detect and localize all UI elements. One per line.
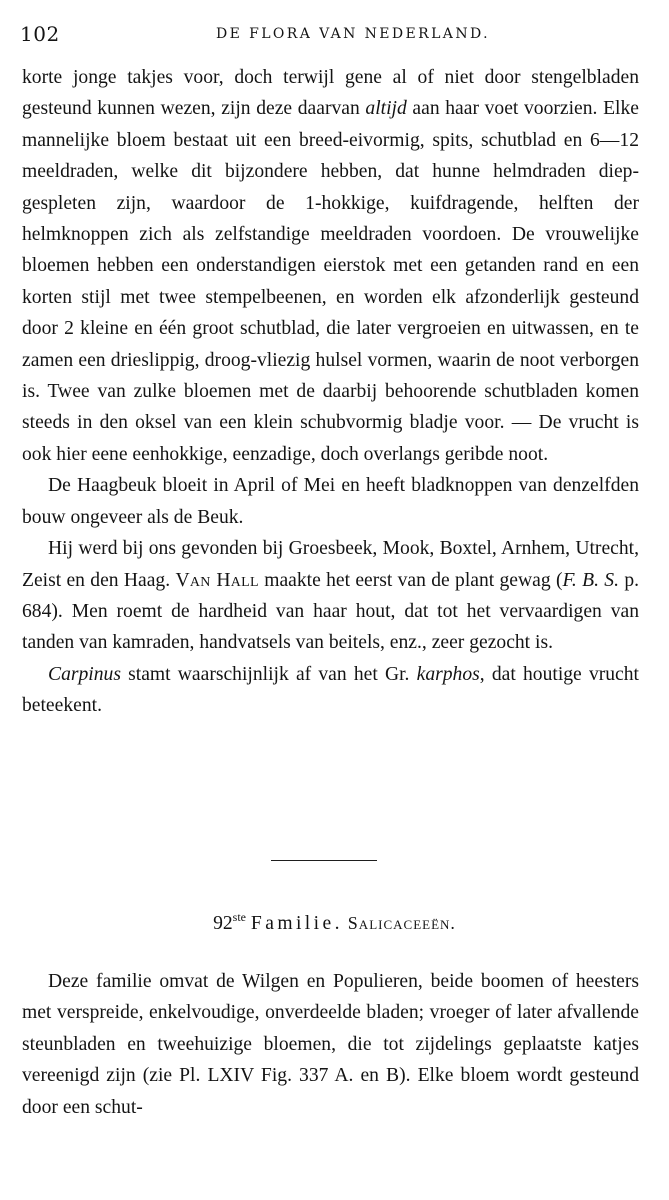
reference-abbrev: F. B. S.	[562, 569, 620, 591]
paragraph-locations	[22, 533, 639, 659]
family-number-suffix: ste	[232, 910, 247, 924]
text-run: maakte het eerst van de plant gewag (	[258, 569, 563, 591]
author-name: Van Hall	[175, 569, 259, 591]
genus-name: Carpinus	[48, 663, 121, 685]
text-run: p. 684). Men roemt de hardheid van haar hout, dat tot het vervaardigen van tanden van kamraden, handvatsels van beitels, enz., zeer gezocht is.	[22, 569, 640, 654]
body-text-family	[22, 966, 639, 1123]
text-run: stamt waarschijnlijk af van het Gr.	[120, 663, 417, 685]
family-name: Salicaceeën.	[347, 913, 456, 933]
text-run: aan haar voet voorzien. Elke mannelijke bloem bestaat uit een breed-eivormig, spits, schutblad en 6—12 meeldraden, welke dit bijzondere hebben, dat hunne helmdraden diep-gespleten zijn, waardoor de 1-hokkige, kuifdragende, helften der helmknoppen zich als zelfstandige meeldraden voordoen. De vrouwelijke bloemen hebben een onderstandigen eierstok met een getanden rand en een korten stijl met twee stempelbeenen, en worden elk afzonderlijk gesteund door 2 kleine en één groot schutblad, die later vergroeien en uitwassen, en te zamen een drieslippig, droog-vliezig hulsel vormen, waarin de noot verborgen is. Twee van zulke bloemen met de daarbij behoorende schutbladen komen steeds in den oksel van een klein schubvormig bladje voor. — De vrucht is ook hier eene eenhokkige, eenzadige, doch overlangs geribde noot.	[22, 98, 639, 465]
family-heading	[0, 910, 669, 935]
page-number: 102	[20, 22, 60, 46]
text-run: korte jonge takjes voor, doch terwijl gene al of niet door stengelbladen gesteund kunnen wezen, zijn deze daarvan	[22, 67, 639, 120]
paragraph-flowering: De Haagbeuk bloeit in April of Mei en heeft bladknoppen van denzelfden bouw ongeveer als de Beuk.	[22, 475, 639, 528]
emphasis-altijd: altijd	[365, 98, 407, 120]
text-run: Hij werd bij ons gevonden bij Groesbeek, Mook, Boxtel, Arnhem, Utrecht, Zeist en den Haag.	[22, 538, 639, 591]
running-header	[20, 22, 641, 48]
paragraph-etymology	[22, 659, 639, 722]
greek-word: karphos	[416, 663, 480, 685]
paragraph-salicaceae-intro: Deze familie omvat de Wilgen en Populieren, beide boomen of heesters met verspreide, enkelvoudige, onverdeelde bladen; vroeger of later afvallende steunbladen en tweehuizige bloemen, die tot zijdelings geplaatste katjes vereenigd zijn (zie Pl. LXIV Fig. 337 A. en B). Elke bloem wordt gesteund door een schut-	[22, 971, 639, 1118]
paragraph-carpinus-flowers	[22, 62, 639, 470]
family-label: Familie.	[250, 913, 343, 934]
body-text	[22, 62, 639, 722]
running-title: DE FLORA VAN NEDERLAND.	[216, 26, 490, 42]
text-run: , dat houtige vrucht beteekent.	[22, 663, 639, 717]
section-divider	[271, 860, 377, 861]
family-number: 92	[213, 913, 233, 934]
